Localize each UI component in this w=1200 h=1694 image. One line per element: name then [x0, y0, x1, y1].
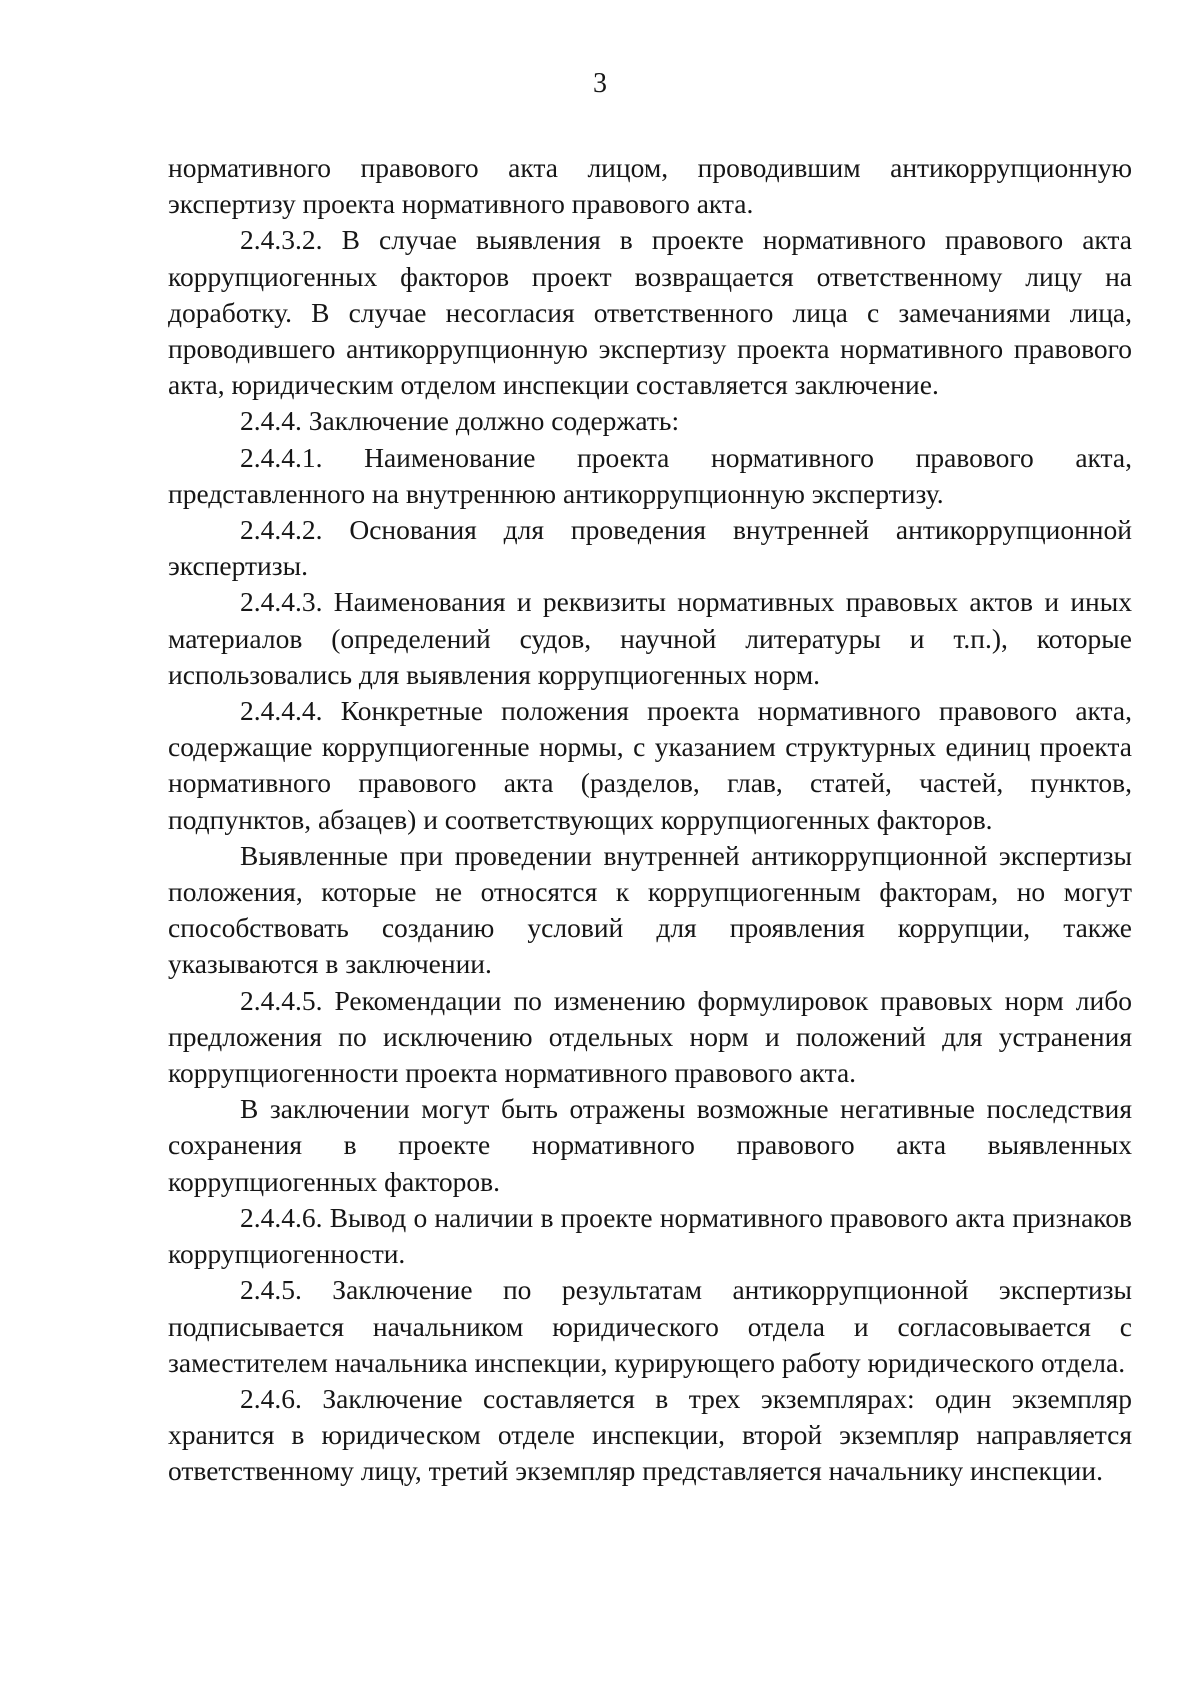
page-number: 3 — [593, 68, 607, 99]
paragraph-2-4-3-2: 2.4.3.2. В случае выявления в проекте нормативного правового акта коррупциогенных факторов проект возвращается ответственному лицу на доработку. В случае несогласия ответственного лица с замечаниями лица, проводившего антикоррупционную экспертизу проекта нормативного правового акта, юридическим отделом инспекции составляется заключение. — [168, 224, 1132, 401]
paragraph-2-4-4-4: 2.4.4.4. Конкретные положения проекта нормативного правового акта, содержащие коррупциогенные нормы, с указанием структурных единиц проекта нормативного правового акта (разделов, глав, статей, частей, пунктов, подпунктов, абзацев) и соответствующих коррупциогенных факторов. — [168, 695, 1132, 835]
paragraph-2-4-6: 2.4.6. Заключение составляется в трех экземплярах: один экземпляр хранится в юридическом отделе инспекции, второй экземпляр направляется ответственному лицу, третий экземпляр представляется начальнику инспекции. — [168, 1382, 1132, 1487]
paragraph-negative-consequences: В заключении могут быть отражены возможные негативные последствия сохранения в проекте нормативного правового акта выявленных коррупциогенных факторов. — [168, 1093, 1132, 1197]
document-body — [168, 150, 1132, 1490]
paragraph-2-4-4-2: 2.4.4.2. Основания для проведения внутренней антикоррупционной экспертизы. — [168, 514, 1132, 582]
paragraph-2-4-4-1: 2.4.4.1. Наименование проекта нормативного правового акта, представленного на внутреннюю антикоррупционную экспертизу. — [168, 441, 1132, 509]
paragraph-continuation: нормативного правового акта лицом, проводившим антикоррупционную экспертизу проекта нормативного правового акта. — [168, 152, 1132, 220]
paragraph-2-4-4-3: 2.4.4.3. Наименования и реквизиты нормативных правовых актов и иных материалов (определений судов, научной литературы и т.п.), которые использовались для выявления коррупциогенных норм. — [168, 586, 1132, 690]
paragraph-identified-provisions: Выявленные при проведении внутренней антикоррупционной экспертизы положения, которые не относятся к коррупциогенным факторам, но могут способствовать созданию условий для проявления коррупции, также указываются в заключении. — [168, 839, 1132, 980]
paragraph-2-4-4-5: 2.4.4.5. Рекомендации по изменению формулировок правовых норм либо предложения по исключению отдельных норм и положений для устранения коррупциогенности проекта нормативного правового акта. — [168, 984, 1132, 1089]
paragraph-2-4-4-6: 2.4.4.6. Вывод о наличии в проекте нормативного правового акта признаков коррупциогенности. — [168, 1201, 1132, 1270]
paragraph-2-4-4: 2.4.4. Заключение должно содержать: — [240, 405, 680, 437]
paragraph-2-4-5: 2.4.5. Заключение по результатам антикоррупционной экспертизы подписывается начальником юридического отдела и согласовывается с заместителем начальника инспекции, курирующего работу юридического отдела. — [168, 1274, 1132, 1378]
